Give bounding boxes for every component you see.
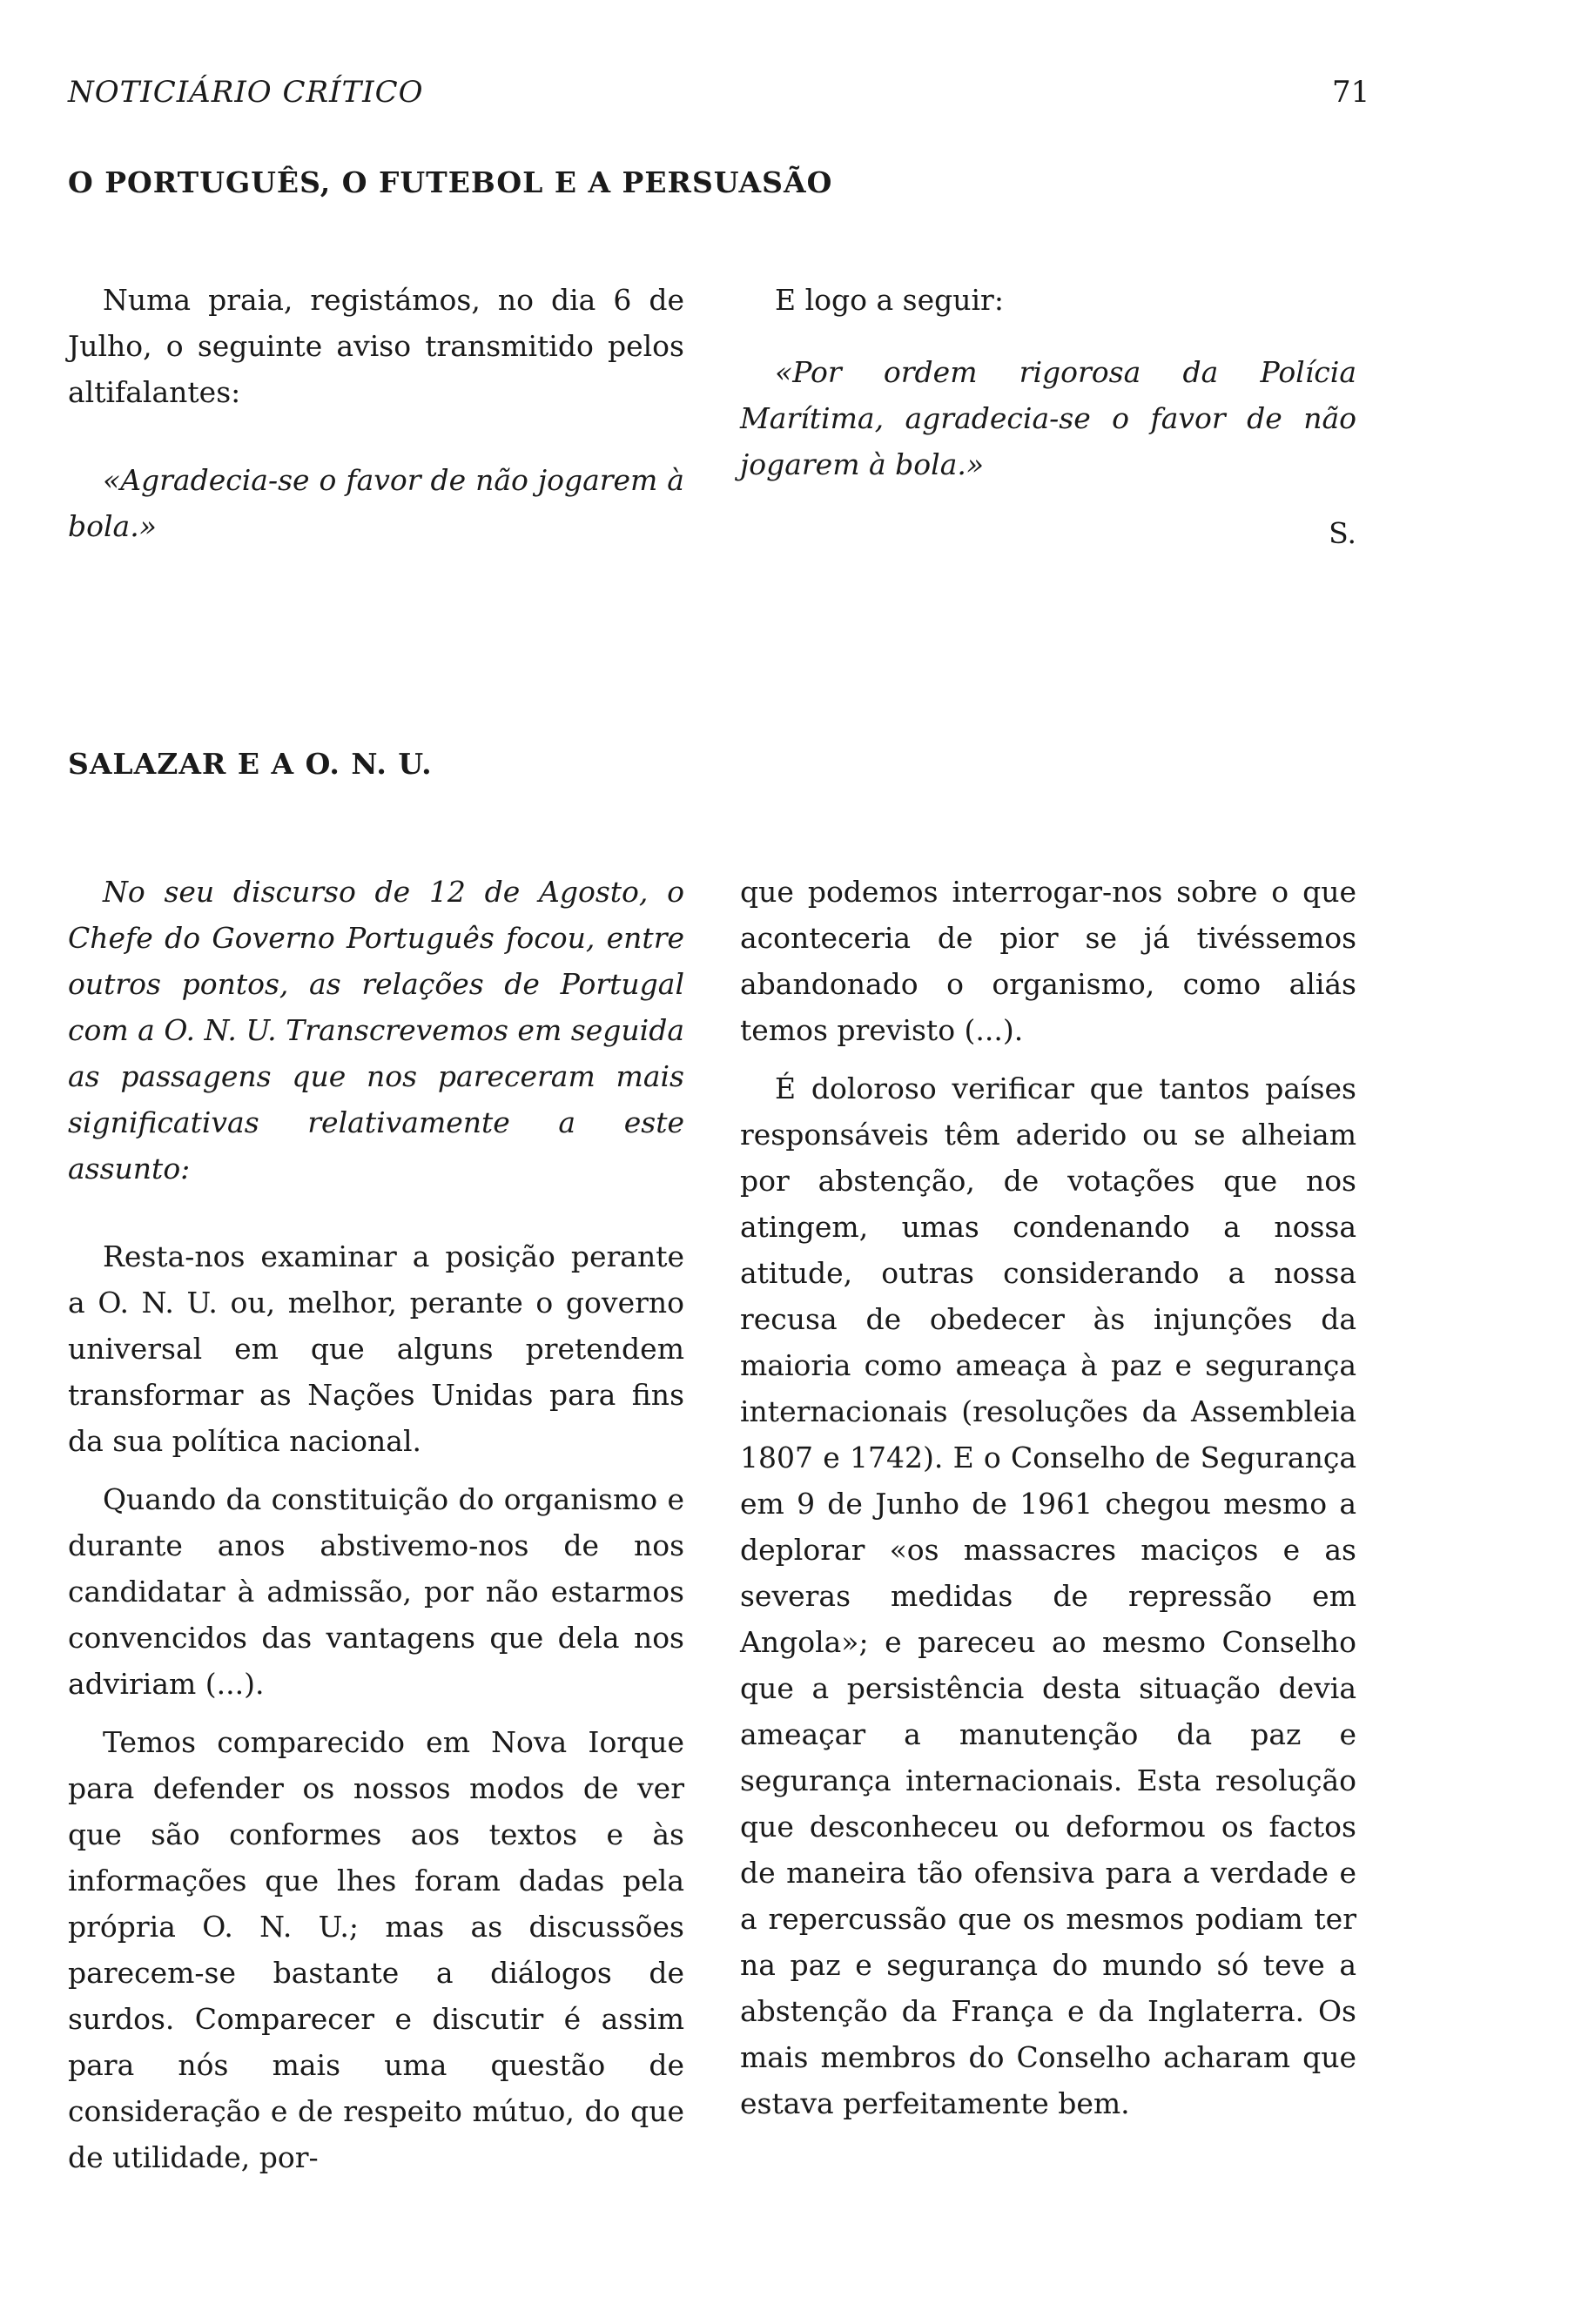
article1-paragraph: Numa praia, registámos, no dia 6 de Julho, o seguinte aviso transmitido pelos altifalantes: <box>68 283 684 409</box>
article2-paragraph: que podemos interrogar-nos sobre o que aconteceria de pior se já tivéssemos abandonado o organismo, como aliás temos previsto (...). <box>740 875 1356 1047</box>
page-number: 71 <box>1332 75 1370 110</box>
article1-quote: «Agradecia-se o favor de não jogarem à bola.» <box>68 463 684 543</box>
signature: S. <box>1329 516 1356 550</box>
running-head: NOTICIÁRIO CRÍTICO <box>68 75 424 110</box>
article2-right-column <box>740 869 1356 2126</box>
article2-paragraph: Quando da constituição do organismo e durante anos abstivemo-nos de nos candidatar à admissão, por não estarmos convencidos das vantagens que dela nos adviriam (...). <box>68 1482 684 1701</box>
article1-left-column <box>68 277 684 549</box>
article-title-futebol: O PORTUGUÊS, O FUTEBOL E A PERSUASÃO <box>68 165 833 199</box>
article2-left-column <box>68 869 684 2180</box>
article1-quote: «Por ordem rigorosa da Polícia Marítima, agradecia-se o favor de não jogarem à bola.» <box>740 355 1356 481</box>
article1-right-column <box>740 277 1356 556</box>
article-title-onu: SALAZAR E A O. N. U. <box>68 747 433 781</box>
article2-paragraph: Temos comparecido em Nova Iorque para defender os nossos modos de ver que são conformes aos textos e às informações que lhes foram dadas pela própria O. N. U.; mas as discussões parecem-se bastante a diálogos de surdos. Comparecer e discutir é assim para nós mais uma questão de consideração e de respeito mútuo, do que de utilidade, por- <box>68 1725 684 2174</box>
article2-paragraph: É doloroso verificar que tantos países responsáveis têm aderido ou se alheiam por abstenção, de votações que nos atingem, umas condenando a nossa atitude, outras considerando a nossa recusa de obedecer às injunções da maioria como ameaça à paz e segurança internacionais (resoluções da Assembleia 1807 e 1742). E o Conselho de Segurança em 9 de Junho de 1961 chegou mesmo a deplorar «os massacres maciços e as severas medidas de repressão em Angola»; e pareceu ao mesmo Conselho que a persistência desta situação devia ameaçar a manutenção da paz e segurança internacionais. Esta resolução que desconheceu ou deformou os factos de maneira tão ofensiva para a verdade e a repercussão que os mesmos podiam ter na paz e segurança do mundo só teve a abstenção da França e da Inglaterra. Os mais membros do Conselho acharam que estava perfeitamente bem. <box>740 1071 1356 2120</box>
article2-paragraph: Resta-nos examinar a posição perante a O. N. U. ou, melhor, perante o governo universal em que alguns pretendem transformar as Nações Unidas para fins da sua política nacional. <box>68 1239 684 1458</box>
article1-paragraph: E logo a seguir: <box>775 283 1004 317</box>
article2-intro: No seu discurso de 12 de Agosto, o Chefe do Governo Português focou, entre outros pontos, as relações de Portugal com a O. N. U. Transcrevemos em seguida as passagens que nos pareceram mais significativas relativamente a este assunto: <box>68 875 684 1186</box>
